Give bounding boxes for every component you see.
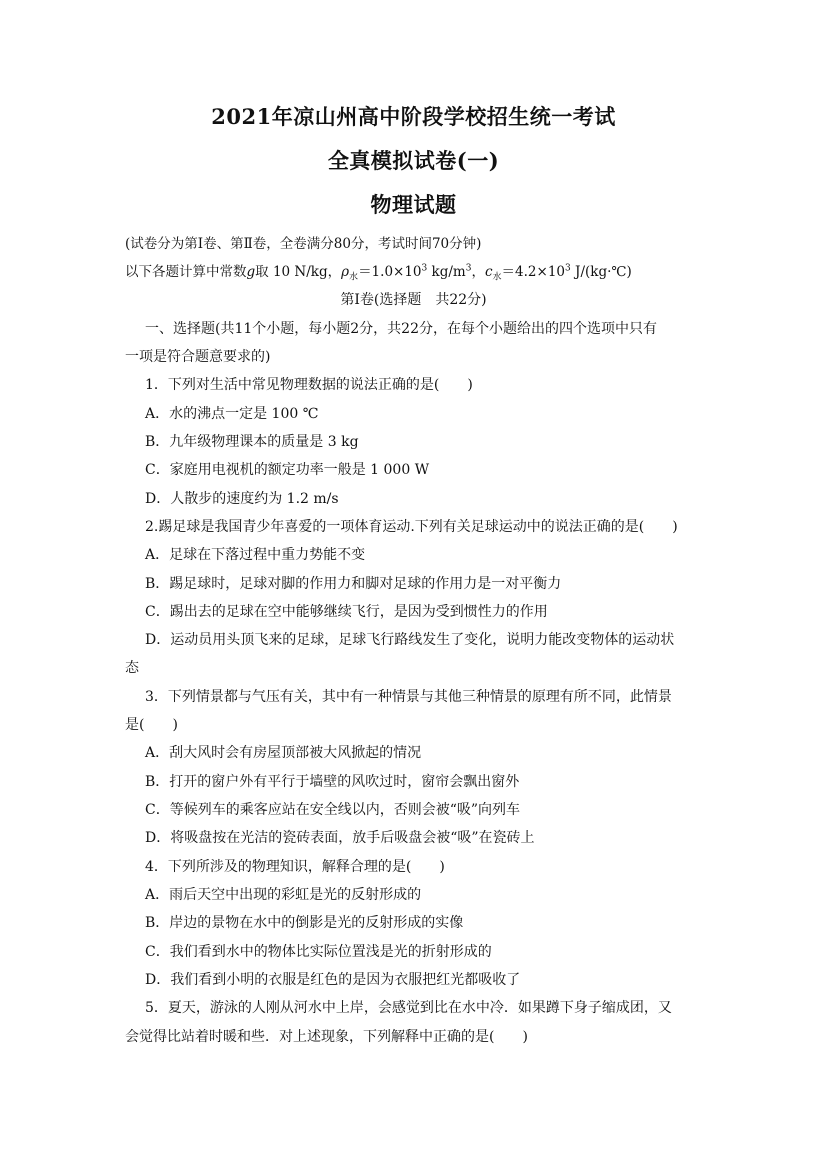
g-value: 取 10 N/kg， [255, 264, 342, 280]
question-4-option-c: C．我们看到水中的物体比实际位置浅是光的折射形成的 [145, 944, 492, 960]
question-2-option-a: A．足球在下落过程中重力势能不变 [145, 547, 366, 563]
instructions-line-1: 一、选择题(共11个小题，每小题2分，共22分，在每个小题给出的四个选项中只有 [145, 321, 657, 337]
question-2-option-d: D．运动员用头顶飞来的足球，足球飞行路线发生了变化，说明力能改变物体的运动状 [145, 632, 675, 648]
g-symbol: g [246, 264, 256, 280]
question-1-option-d: D．人散步的速度约为 1.2 m/s [145, 491, 339, 507]
exam-subject: 物理试题 [370, 192, 457, 217]
question-3-stem-cont: 是( ) [125, 717, 178, 733]
question-1-stem: 1．下列对生活中常见物理数据的说法正确的是( ) [145, 377, 473, 393]
question-3-option-d: D．将吸盘按在光洁的瓷砖表面，放手后吸盘会被“吸”在瓷砖上 [145, 830, 535, 846]
question-2-stem: 2.踢足球是我国青少年喜爱的一项体育运动.下列有关足球运动中的说法正确的是( ) [145, 519, 678, 535]
exam-subtitle: 全真模拟试卷(一) [327, 148, 500, 173]
question-2-option-b: B．踢足球时，足球对脚的作用力和脚对足球的作用力是一对平衡力 [145, 576, 562, 592]
question-4-option-a: A．雨后天空中出现的彩虹是光的反射形成的 [145, 887, 422, 903]
question-5-stem-cont: 会觉得比站着时暖和些．对上述现象，下列解释中正确的是( ) [125, 1029, 528, 1045]
section-title: 第Ⅰ卷(选择题 共22分) [340, 292, 487, 308]
question-4-option-b: B．岸边的景物在水中的倒影是光的反射形成的实像 [145, 915, 464, 931]
rho-subscript: 水 [349, 272, 359, 283]
rho-exponent: 3 [421, 263, 428, 274]
question-1-option-c: C．家庭用电视机的额定功率一般是 1 000 W [145, 462, 430, 478]
constants-prefix: 以下各题计算中常数 [125, 264, 247, 280]
question-3-option-b: B．打开的窗户外有平行于墙壁的风吹过时，窗帘会飘出窗外 [145, 774, 520, 790]
exam-title: 2021年凉山州高中阶段学校招生统一考试 [211, 104, 616, 129]
question-3-option-a: A．刮大风时会有房屋顶部被大风掀起的情况 [145, 745, 422, 761]
rho-value: ＝1.0×10 [358, 264, 422, 280]
question-3-stem: 3．下列情景都与气压有关，其中有一种情景与其他三种情景的原理有所不同，此情景 [145, 689, 672, 705]
question-1-option-a: A．水的沸点一定是 100 ℃ [145, 406, 319, 422]
question-5-stem: 5．夏天，游泳的人刚从河水中上岸，会感觉到比在水中冷．如果蹲下身子缩成团，又 [145, 1000, 672, 1016]
c-subscript: 水 [492, 272, 502, 283]
c-exponent: 3 [565, 263, 571, 274]
question-1-option-b: B．九年级物理课本的质量是 3 kg [145, 434, 359, 450]
c-value: ＝4.2×10 [501, 264, 566, 280]
question-2-option-c: C．踢出去的足球在空中能够继续飞行，是因为受到惯性力的作用 [145, 604, 548, 620]
rho-unit-exponent: 3 [465, 263, 472, 274]
constants-line [125, 260, 632, 283]
question-4-option-d: D．我们看到小明的衣服是红色的是因为衣服把红光都吸收了 [145, 972, 521, 988]
c-unit: J/(kg·℃) [570, 264, 632, 280]
rho-end: ， [471, 264, 485, 280]
instructions-line-2: 一项是符合题意要求的) [125, 349, 271, 365]
question-2-option-d-cont: 态 [125, 660, 139, 676]
question-3-option-c: C．等候列车的乘客应站在安全线以内，否则会被“吸”向列车 [145, 802, 521, 818]
question-4-stem: 4．下列所涉及的物理知识，解释合理的是( ) [145, 859, 445, 875]
exam-note: (试卷分为第Ⅰ卷、第Ⅱ卷，全卷满分80分，考试时间70分钟) [125, 236, 482, 252]
c-symbol: c [484, 264, 493, 280]
rho-unit: kg/m [427, 264, 466, 280]
rho-symbol: ρ [341, 264, 350, 280]
